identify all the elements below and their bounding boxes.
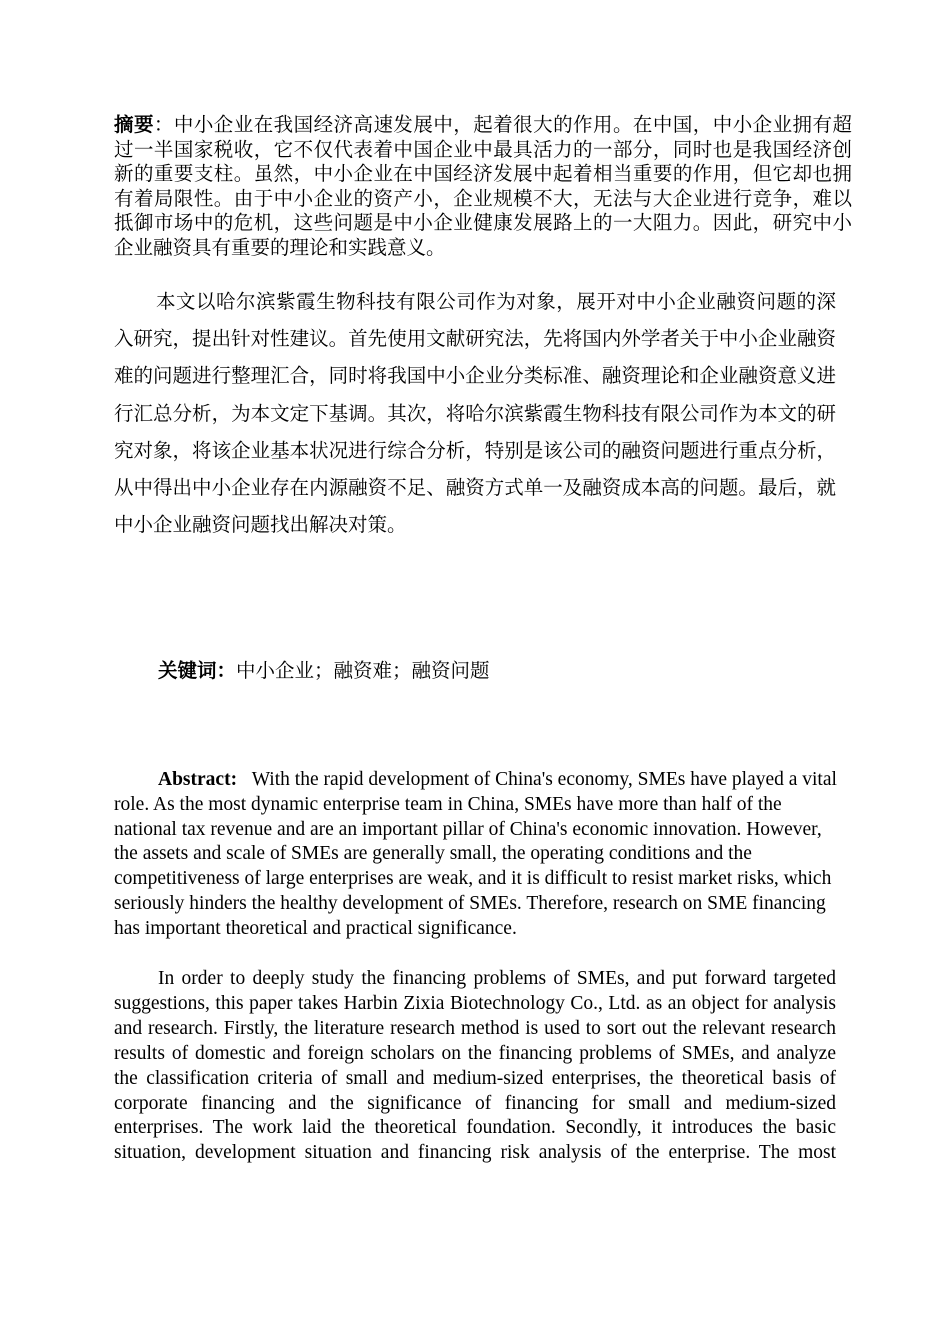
chinese-keywords <box>158 656 490 686</box>
chinese-keywords-text: 中小企业；融资难；融资问题 <box>236 659 490 682</box>
chinese-abstract <box>114 113 852 261</box>
english-abstract-label: Abstract: <box>158 769 238 790</box>
english-abstract-body: In order to deeply study the financing problems of SMEs, and put forward targeted suggestions, this paper takes Harbin Zixia Biotechnology Co., Ltd. as an object for analysis and research. Firstly, the literature research method is used to sort out the relevant research results of domestic and foreign scholars on the financing problems of SMEs, and analyze the classification criteria of small and medium-sized enterprises, the theoretical basis of corporate financing and the significance of financing for small and medium-sized enterprises. The work laid the theoretical foundation. Secondly, it introduces the basic situation, development situation and financing risk analysis of the enterprise. The most <box>114 968 836 1164</box>
chinese-keywords-label: 关键词： <box>158 659 237 682</box>
chinese-abstract-text: 中小企业在我国经济高速发展中，起着很大的作用。在中国，中小企业拥有超过一半国家税收，它不仅代表着中国企业中最具活力的一部分，同时也是我国经济创新的重要支柱。虽然，中小企业在中国经济发展中起着相当重要的作用，但它却也拥有着局限性。由于中小企业的资产小，企业规模不大，无法与大企业进行竞争，难以抵御市场中的危机，这些问题是中小企业健康发展路上的一大阻力。因此，研究中小企业融资具有重要的理论和实践意义。 <box>114 113 852 259</box>
english-abstract <box>114 768 838 942</box>
chinese-abstract-colon: ： <box>153 113 174 136</box>
chinese-abstract-body: 本文以哈尔滨紫霞生物科技有限公司作为对象，展开对中小企业融资问题的深入研究，提出针对性建议。首先使用文献研究法，先将国内外学者关于中小企业融资难的问题进行整理汇合，同时将我国中小企业分类标准、融资理论和企业融资意义进行汇总分析，为本文定下基调。其次，将哈尔滨紫霞生物科技有限公司作为本文的研究对象，将该企业基本状况进行综合分析，特别是该公司的融资问题进行重点分析，从中得出中小企业存在内源融资不足、融资方式单一及融资成本高的问题。最后，就中小企业融资问题找出解决对策。 <box>114 290 836 537</box>
chinese-abstract-label: 摘要 <box>114 113 154 136</box>
english-abstract-text: With the rapid development of China's economy, SMEs have played a vital role. As the most dynamic enterprise team in China, SMEs have more than half of the national tax revenue and are an important pillar of China's economic innovation. However, the assets and scale of SMEs are generally small, the operating conditions and the competitiveness of large enterprises are weak, and it is difficult to resist market risks, which seriously hinders the healthy development of SMEs. Therefore, research on SME financing has important theoretical and practical significance. <box>114 769 837 939</box>
